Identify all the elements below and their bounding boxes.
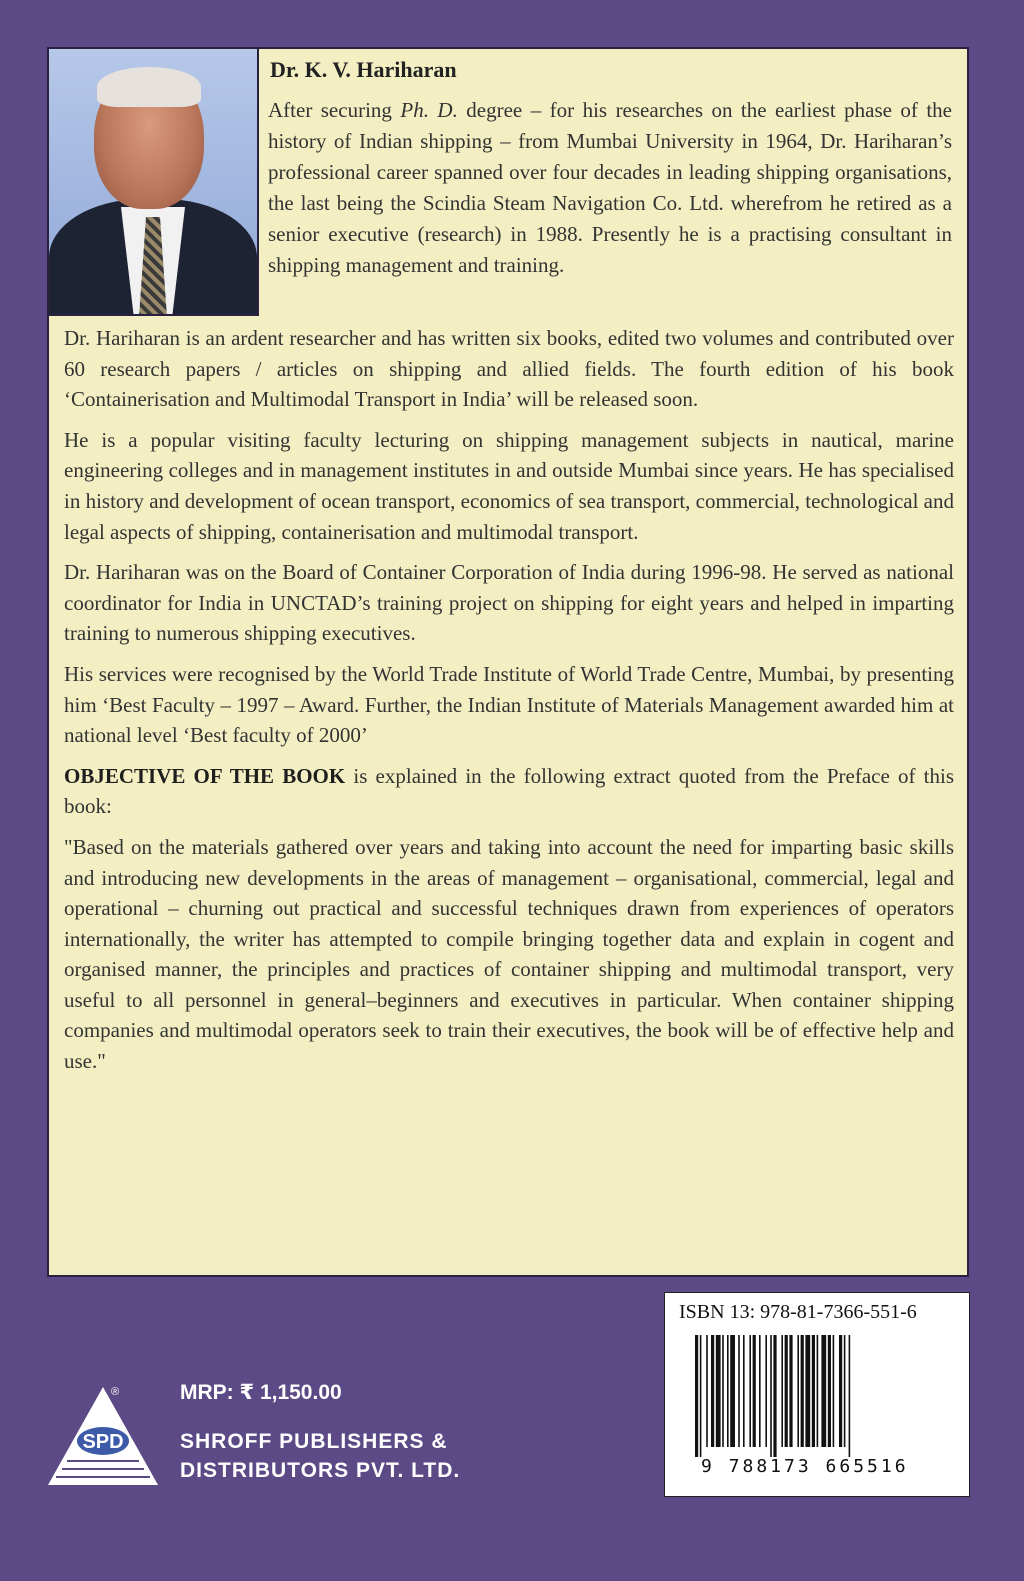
barcode — [695, 1335, 943, 1457]
barcode-bar — [839, 1335, 842, 1447]
barcode-bar — [770, 1335, 772, 1457]
bio-paragraph-3: Dr. Hariharan was on the Board of Container Corporation of India during 1996-98. He served as national coordinator for India in UNCTAD’s training project on shipping for eight years and helped in imparting training to numerous shipping executives. — [64, 560, 954, 646]
author-biography — [64, 323, 954, 1087]
barcode-bar — [801, 1335, 804, 1447]
barcode-panel — [664, 1292, 970, 1497]
barcode-bar — [711, 1335, 714, 1447]
objective-heading: OBJECTIVE OF THE BOOK — [64, 763, 346, 788]
author-name: Dr. K. V. Hariharan — [270, 57, 457, 82]
barcode-bar — [706, 1335, 708, 1447]
barcode-bar — [753, 1335, 756, 1447]
author-intro: After securing Ph. D. degree – for his researches on the earliest phase of the history of Indian shipping – from Mumbai University in 1964, Dr. Hariharan’s professional career spanned over four decades in leading shipping organisations, the last being the Scindia Steam Navigation Co. Ltd. wherefrom he retired as a senior executive (research) in 1988. Presently he is a practising consultant in shipping management and training. — [268, 98, 952, 277]
bio-paragraph-2: He is a popular visiting faculty lecturing on shipping management subjects in nautical, marine engineering colleges and in management institutes in and outside Mumbai since years. He has specialised in history and development of ocean transport, economics of sea transport, commercial, technological and legal aspects of shipping, containerisation and multimodal transport. — [64, 427, 954, 544]
barcode-bar — [781, 1335, 783, 1447]
degree-italic: Ph. D. — [400, 98, 458, 122]
publisher-name — [180, 1427, 460, 1485]
spd-logo — [48, 1381, 166, 1497]
price-label: MRP: ₹ 1,150.00 — [180, 1381, 342, 1404]
bio-paragraph-4: His services were recognised by the World Trade Institute of World Trade Centre, Mumbai, by presenting him ‘Best Faculty – 1997 – Award. Further, the Indian Institute of Materials Management awarded him at national level ‘Best faculty of 2000’ — [64, 661, 954, 748]
barcode-bar — [730, 1335, 735, 1447]
barcode-bar — [805, 1335, 810, 1447]
barcode-bar — [749, 1335, 751, 1447]
barcode-bar — [785, 1335, 788, 1447]
registered-mark: ® — [111, 1386, 120, 1398]
barcode-digits: 9 788173 665516 — [701, 1456, 909, 1477]
bio-paragraph-1: Dr. Hariharan is an ardent researcher and has written six books, edited two volumes and contributed over 60 research papers / articles on shipping and allied fields. The fourth edition of his book ‘Containerisation and Multimodal Transport in India’ will be released soon. — [64, 326, 954, 412]
barcode-bar — [849, 1335, 851, 1457]
logo-initials: SPD — [82, 1431, 124, 1453]
barcode-bar — [789, 1335, 792, 1447]
barcode-bar — [828, 1335, 831, 1447]
back-cover-text-panel — [47, 47, 969, 1277]
barcode-bar — [797, 1335, 799, 1447]
barcode-bar — [765, 1335, 767, 1447]
barcode-bar — [743, 1335, 745, 1447]
barcode-bar — [817, 1335, 819, 1447]
barcode-bar — [759, 1335, 761, 1447]
barcode-bar — [700, 1335, 702, 1457]
barcode-bar — [821, 1335, 826, 1447]
barcode-bar — [716, 1335, 721, 1447]
author-photo — [49, 49, 259, 316]
publisher-line-1: SHROFF PUBLISHERS & — [180, 1430, 448, 1453]
barcode-bar — [722, 1335, 724, 1447]
isbn-label: ISBN 13: 978-81-7366-551-6 — [679, 1301, 917, 1323]
barcode-bar — [727, 1335, 729, 1447]
barcode-bar — [812, 1335, 815, 1447]
barcode-bar — [738, 1335, 740, 1447]
barcode-bar — [773, 1335, 776, 1457]
barcode-bar — [844, 1335, 846, 1447]
barcode-bar — [833, 1335, 835, 1447]
publisher-line-2: DISTRIBUTORS PVT. LTD. — [180, 1459, 461, 1482]
barcode-bar — [695, 1335, 698, 1457]
preface-quote: "Based on the materials gathered over years and taking into account the need for imparting basic skills and introducing new developments in the areas of management – organisational, commercial, legal and operational – churning out practical and successful techniques drawn from experiences of operators internationally, the writer has attempted to compile bringing together data and explain in cogent and organised manner, the principles and practices of container shipping and multimodal transport, very useful to all personnel in general–beginners and executives in particular. When container shipping companies and multimodal operators seek to train their executives, the book will be of effective help and use." — [64, 834, 954, 1074]
objective-paragraph: OBJECTIVE OF THE BOOK is explained in the following extract quoted from the Preface of this book: — [64, 763, 954, 819]
